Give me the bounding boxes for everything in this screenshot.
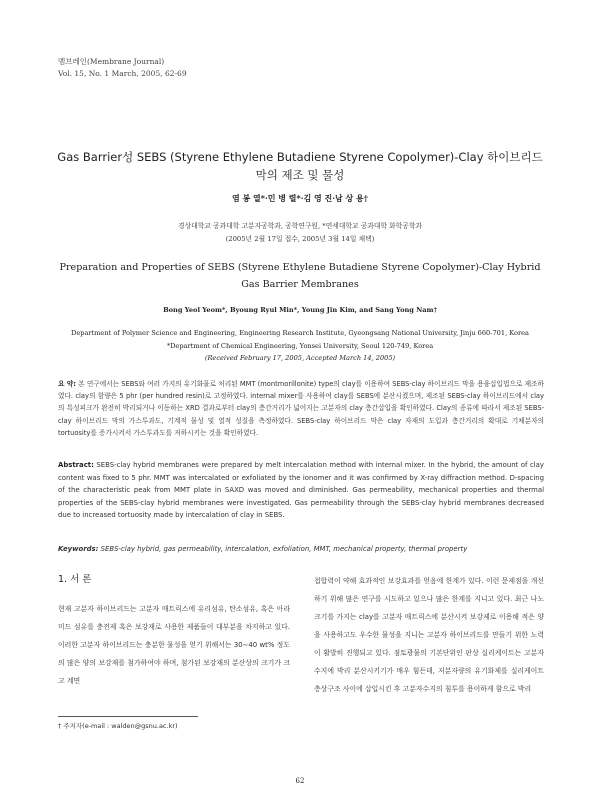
english-authors: Bong Yeol Yeom*, Byoung Ryul Min*, Young Jin Kim, and Sang Yong Nam† bbox=[163, 306, 437, 314]
section-heading-introduction: 1. 서 론 bbox=[58, 574, 92, 585]
korean-affiliation-line1: 경상대학교 공과대학 고분자공학과, 공학연구원, *연세대학교 공과대학 화학공학과 bbox=[178, 222, 422, 230]
korean-title-line1: Gas Barrier성 SEBS (Styrene Ethylene Butadiene Styrene Copolymer)-Clay 하이브리드 bbox=[57, 150, 543, 164]
footnote: † 주저자(e-mail : walden@gsnu.ac.kr) bbox=[58, 722, 178, 730]
journal-header bbox=[58, 56, 187, 80]
keywords bbox=[58, 545, 544, 553]
body-left-column: 현재 고분자 하이브리드는 고분자 매트릭스에 유리섬유, 탄소섬유, 혹은 아라미드 섬유를 충전제 혹은 보강재로 사용한 제품들이 대부분을 차지하고 있다. 이러한 고분자 하이브리드는 충분한 물성을 얻기 위해서는 30∼40 wt% 정도의 많은 양의 보강재를 첨가하여야 하며, 첨가된 보강재의 분산상의 크기가 크고 계면 bbox=[58, 605, 290, 685]
keywords-text: SEBS-clay hybrid, gas permeability, intercalation, exfoliation, MMT, mechanical property, thermal property bbox=[100, 545, 468, 553]
korean-authors: 염 봉 열*·민 병 렬*·김 영 진·남 상 용† bbox=[232, 193, 368, 203]
korean-abstract-text: 본 연구에서는 SEBS와 여러 가지의 유기화물로 처리된 MMT (montmorillonite) type의 clay를 이용하여 SEBS-clay 하이브리드 막을 용융삽입법으로 제조하였다. clay의 함량은 5 phr (per hundred resin)로 고정하였다. internal mixer를 사용하여 clay를 SEBS에 분산시켰으며, 제조된 SEBS-clay 하이브리드에서 clay의 특성피크가 완전히 박리되거나 이동하는 XRD 결과로부터 clay의 층간거리가 넓어지는 고분자의 clay 층간삽입을 확인하였다. Clay의 종류에 따라서 제조된 SEBS-clay 하이브리드 막의 가스투과도, 기계적 물성 및 열적 성질을 측정하였다. SEBS-clay 하이브리드 막은 clay 자재의 도입과 층간거리의 확대로 기체분자의 tortuosity를 증가시켜서 가스투과도를 저하시키는 것을 확인하였다. bbox=[58, 380, 544, 437]
english-title bbox=[40, 259, 560, 293]
body-right-column: 접합력이 약해 효과적인 보강효과를 얻음에 한계가 있다. 이런 문제점을 개선하기 위해 많은 연구를 시도하고 있으나 많은 한계를 지니고 있다. 최근 나노크기를 가지는 clay를 고분자 매트릭스에 분산시켜 보강제로 이용해 적은 양을 사용하고도 우수한 물성을 지니는 고분자 하이브리드를 만들기 위한 노력이 활발히 진행되고 있다. 점토광물의 기본단위인 판상 실리케이트는 고분자 수지에 박리 분산시키기가 매우 힘든데, 저분자량의 유기화제를 실리케이트 층상구조 사이에 삽입시킨 후 고분자수지의 침투를 용이하게 함으로 박리 bbox=[314, 577, 544, 693]
english-affiliation bbox=[40, 327, 560, 365]
english-affiliation-line2: *Department of Chemical Engineering, Yonsei University, Seoul 120-749, Korea bbox=[166, 341, 434, 350]
english-affiliation-line1: Department of Polymer Science and Engineering, Engineering Research Institute, Gyeongsang National University, Jinju 660-701, Korea bbox=[71, 329, 529, 337]
english-abstract-text: SEBS-clay hybrid membranes were prepared by melt intercalation method with internal mixer. In the hybrid, the amount of clay content was fixed to 5 phr. MMT was intercalated or exfoliated by the ionomer and it was confirmed by X-ray diffraction method. D-spacing of the characteristic peak from MMT plate in SAXD was moved and diminished. Gas permeability, mechanical properties and thermal properties of the SEBS-clay hybrid membranes were investigated. Gas permeability through the SEBS-clay hybrid membranes decreased due to increased tortuosity made by intercalation of clay in SEBS. bbox=[58, 461, 544, 520]
english-title-line2: Gas Barrier Membranes bbox=[241, 279, 359, 290]
korean-abstract bbox=[58, 378, 544, 439]
journal-volume: Vol. 15, No. 1 March, 2005, 62-69 bbox=[58, 69, 187, 78]
english-abstract-label: Abstract: bbox=[58, 461, 94, 469]
english-title-line1: Preparation and Properties of SEBS (Styrene Ethylene Butadiene Styrene Copolymer)-Clay Hybrid bbox=[59, 262, 541, 273]
journal-name: 멤브레인(Membrane Journal) bbox=[58, 57, 165, 66]
korean-title bbox=[40, 148, 560, 184]
page-number: 62 bbox=[295, 777, 305, 785]
english-dates: (Received February 17, 2005, Accepted March 14, 2005) bbox=[204, 354, 396, 362]
keywords-label: Keywords: bbox=[58, 545, 99, 553]
korean-dates: (2005년 2월 17일 접수, 2005년 3월 14일 채택) bbox=[225, 235, 375, 243]
korean-title-line2: 막의 제조 및 물성 bbox=[255, 168, 345, 182]
english-abstract bbox=[58, 459, 544, 522]
korean-affiliation bbox=[40, 220, 560, 246]
korean-abstract-label: 요 약: bbox=[58, 380, 76, 388]
footnote-divider bbox=[58, 716, 198, 717]
